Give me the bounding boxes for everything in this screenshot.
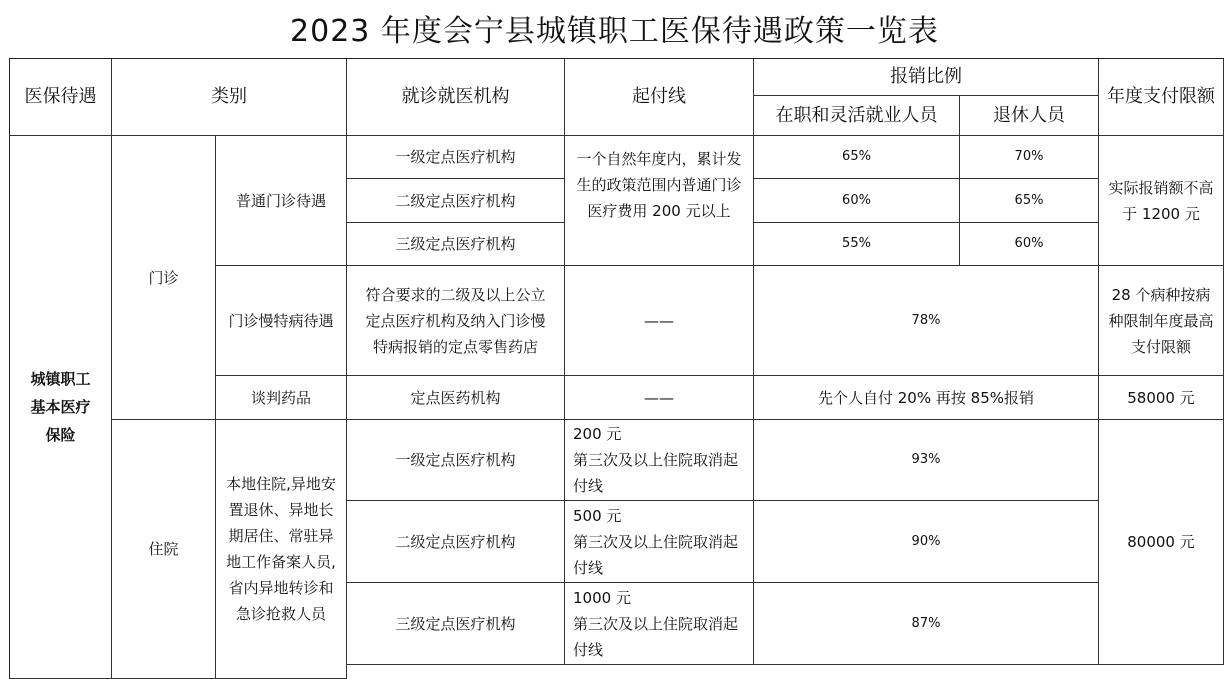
drugs-threshold: ——	[565, 376, 754, 420]
inpatient-row-2-threshold-amount: 500 元	[573, 506, 622, 525]
general-row-1-institution: 一级定点医疗机构	[347, 136, 565, 179]
header-annual-limit: 年度支付限额	[1099, 59, 1224, 136]
inpatient-row-1-threshold	[565, 420, 754, 501]
inpatient-row-3-threshold-note: 第三次及以上住院取消起付线	[573, 614, 739, 659]
inpatient-row-1-institution: 一级定点医疗机构	[347, 420, 565, 501]
general-row-3-institution: 三级定点医疗机构	[347, 223, 565, 266]
drugs-label: 谈判药品	[216, 376, 347, 420]
general-row-3-employed: 55%	[754, 223, 960, 266]
drugs-institution: 定点医药机构	[347, 376, 565, 420]
chronic-threshold: ——	[565, 266, 754, 376]
general-row-2-retired: 65%	[960, 179, 1099, 223]
inpatient-row-1-threshold-amount: 200 元	[573, 425, 622, 443]
header-threshold: 起付线	[565, 59, 754, 136]
policy-table	[9, 58, 1224, 679]
inpatient-row-2-threshold-note: 第三次及以上住院取消起付线	[573, 532, 739, 577]
inpatient-label: 住院	[112, 420, 216, 679]
inpatient-row-2-institution: 二级定点医疗机构	[347, 501, 565, 583]
inpatient-row-2-threshold	[565, 501, 754, 583]
chronic-limit: 28 个病种按病种限制年度最高支付限额	[1099, 266, 1224, 376]
inpatient-row-3-ratio: 87%	[754, 583, 1099, 665]
inpatient-scope: 本地住院,异地安置退休、异地长期居住、常驻异地工作备案人员,省内异地转诊和急诊抢救人员	[216, 420, 347, 679]
inpatient-row-2-ratio: 90%	[754, 501, 1099, 583]
page-title: 2023 年度会宁县城镇职工医保待遇政策一览表	[290, 14, 939, 49]
chronic-ratio: 78%	[754, 266, 1099, 376]
general-row-1-employed: 65%	[754, 136, 960, 179]
general-row-1-retired: 70%	[960, 136, 1099, 179]
general-row-3-retired: 60%	[960, 223, 1099, 266]
inpatient-limit: 80000 元	[1099, 420, 1224, 665]
header-employed: 在职和灵活就业人员	[754, 96, 960, 136]
inpatient-row-3-institution: 三级定点医疗机构	[347, 583, 565, 665]
header-category: 类别	[112, 59, 347, 136]
inpatient-row-1-ratio: 93%	[754, 420, 1099, 501]
inpatient-row-1-threshold-note: 第三次及以上住院取消起付线	[573, 451, 739, 495]
header-institution: 就诊就医机构	[347, 59, 565, 136]
inpatient-row-3-threshold	[565, 583, 754, 665]
drugs-ratio: 先个人自付 20% 再按 85%报销	[754, 376, 1099, 420]
general-row-2-institution: 二级定点医疗机构	[347, 179, 565, 223]
general-limit: 实际报销额不高于 1200 元	[1099, 136, 1224, 266]
chronic-label: 门诊慢特病待遇	[216, 266, 347, 376]
drugs-limit: 58000 元	[1099, 376, 1224, 420]
outpatient-label: 门诊	[112, 136, 216, 420]
general-outpatient-label: 普通门诊待遇	[216, 136, 347, 266]
inpatient-row-3-threshold-amount: 1000 元	[573, 588, 631, 607]
header-retired: 退休人员	[960, 96, 1099, 136]
general-row-2-employed: 60%	[754, 179, 960, 223]
insurance-type: 城镇职工基本医疗保险	[10, 136, 112, 679]
header-treatment: 医保待遇	[10, 59, 112, 136]
chronic-institution: 符合要求的二级及以上公立定点医疗机构及纳入门诊慢特病报销的定点零售药店	[347, 266, 565, 376]
general-threshold: 一个自然年度内，累计发生的政策范围内普通门诊医疗费用 200 元以上	[565, 136, 754, 266]
header-ratio: 报销比例	[754, 59, 1099, 96]
